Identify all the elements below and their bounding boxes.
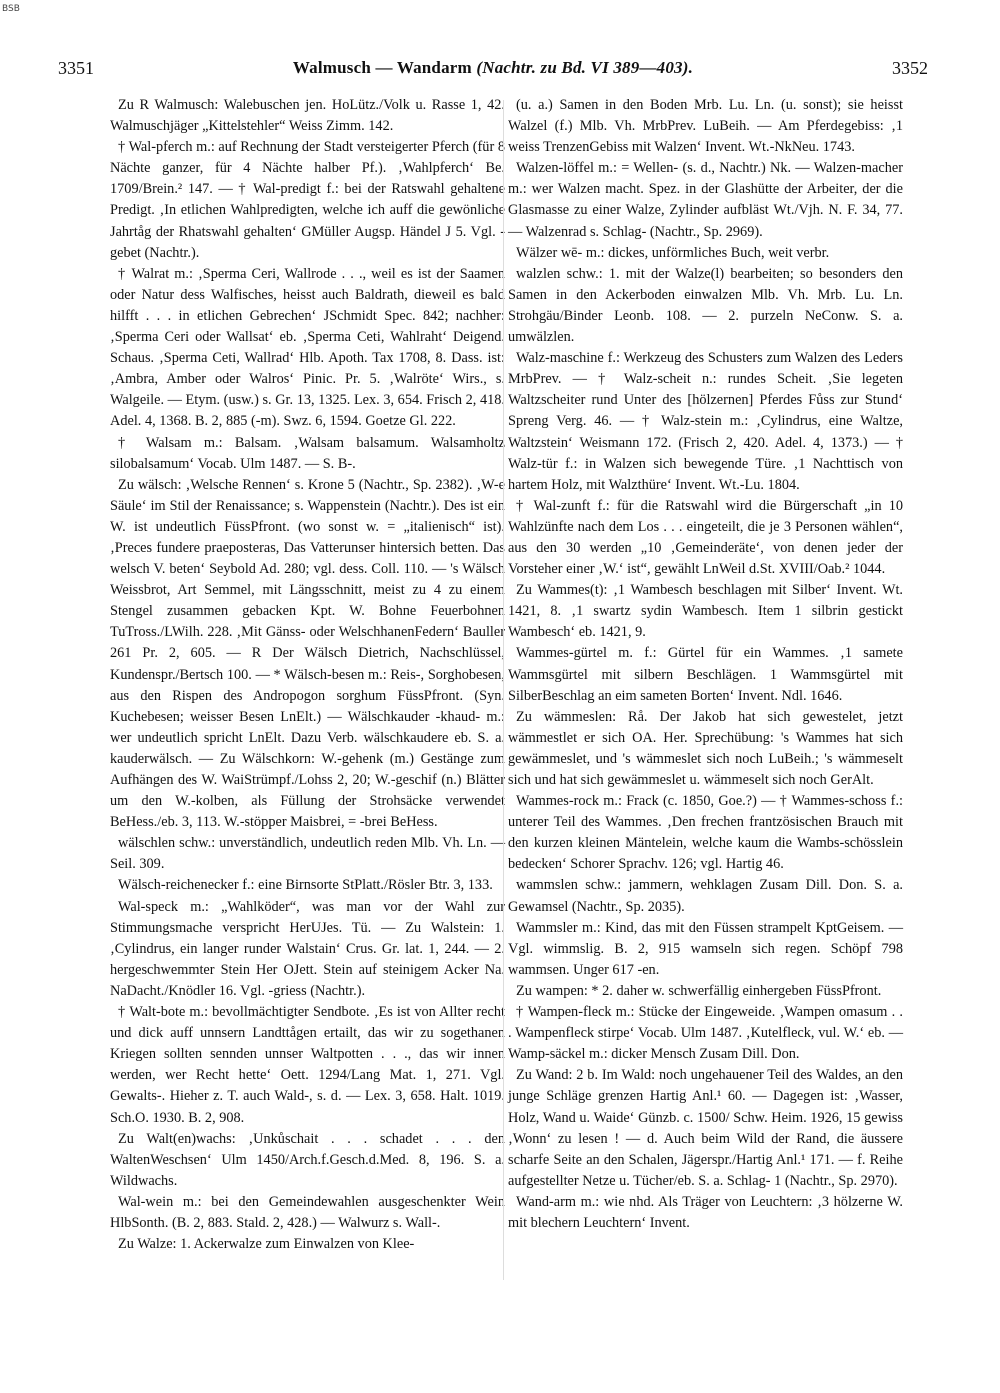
right-column (508, 95, 903, 1234)
entry: walzlen schw.: 1. mit der Walze(l) bearbeiten; so besonders den Samen in den Ackerboden einwalzen Mlb. Vh. Mrb. Lu. Ln. Strohgäu/Binder Leonb. 108. — 2. purzeln NeConw. S. a. umwälzlen. (508, 265, 903, 346)
entry: Wand-arm m.: wie nhd. Als Träger von Leuchtern: ‚3 hölzerne W. mit blechern Leuchtern‘ Invent. (508, 1193, 903, 1231)
entry: wälschlen schw.: unverständlich, undeutlich reden Mlb. Vh. Ln. — Seil. 309. (110, 835, 505, 873)
entry: Walzen-löffel m.: = Wellen- (s. d., Nachtr.) Nk. — Walzen-macher m.: wer Walzen macht. Spez. in der Glashütte der Arbeiter, der die Glasmasse zu einer Walze, Zylinder aufbläst Wt./Vjh. N. F. 34, 77. — Walzenrad s. Schlag- (Nachtr., Sp. 2969). (508, 160, 903, 240)
entry: † Wampen-fleck m.: Stücke der Eingeweide. ‚Wampen omasum . . . Wampenfleck stirpe‘ Vocab. Ulm 1487. ‚Kutelfleck, vul. W.‘ eb. — Wamp-säckel m.: dicker Mensch Zusam Dill. Don. (508, 1004, 903, 1063)
entry: † Walt-bote m.: bevollmächtigter Sendbote. ‚Es ist von Allter recht und dick auff unnsern Landttågen ertailt, das wir zu sogethanen Kriegen sollten sennden unnser Waltpotten . . ., das wir innen werden, wer Recht hette‘ Oett. 1294/Lang Mat. 1, 271. Vgl. Gewalts-. Hieher z. T. auch Wald-, s. d. — Lex. 3, 658. Halt. 1019. Sch.O. 1930. B. 2, 908. (110, 1004, 505, 1126)
running-title-sub: (Nachtr. zu Bd. VI 389—403). (476, 58, 694, 77)
left-column (110, 95, 505, 1255)
entry: † Wal-zunft f.: für die Ratswahl wird die Bürgerschaft „in 10 Wahlzünfte nach dem Los . . . eingeteilt, die je 3 Personen wählen“, aus den 30 werden „10 ‚Gemeinderäte‘, von denen jeder der Vorsteher einer ‚W.‘ ist“, gewählt LnWeil d.St. XVIII/Oab.² 1044. (508, 497, 903, 578)
entry: † Walrat m.: ‚Sperma Ceri, Wallrode . . ., weil es ist der Saamen oder Natur dess Walfisches, heisst auch Baldrath, dieweil es bald hilfft . . . in etlichen Gebrechen‘ JSchmidt Spec. 842; nachher: ‚Sperma Ceri oder Wallsat‘ eb. ‚Sperma Ceti, Wahlraht‘ Deigend. Schaus. ‚Sperma Ceti, Wallrad‘ Hlb. Apoth. Tax 1708, 8. Dass. ist: ‚Ambra, Amber oder Walros‘ Pinic. Pr. 5. ‚Walröte‘ Wirs., s. Walgeile. — Etym. (usw.) s. Gr. 13, 1325. Lex. 3, 654. Frisch 2, 418. Adel. 4, 1368. B. 2, 885 (-m). Swz. 6, 1594. Goetze Gl. 222. (110, 265, 505, 430)
page-number-left: 3351 (58, 58, 94, 78)
library-mark: BSB (2, 4, 20, 14)
entry: Zu Walze: 1. Ackerwalze zum Einwalzen von Klee- (118, 1236, 415, 1253)
entry: Zu wälsch: ‚Welsche Rennen‘ s. Krone 5 (Nachtr., Sp. 2382). ‚W-e Säule‘ im Stil der Renaissance; s. Wappenstein (Nachtr.). Des ist ein W. ist undeutlich FüssPfront. (wo sonst w. = „italienisch“ ist). ‚Preces fundere praeposteras, Das Vatterunser hintersich betten. Das welsch V. beten‘ Seybold Ad. 280; vgl. dess. Coll. 110. — 's Wälsch Weissbrot, Art Semmel, mit Längsschnitt, meist zu 4 zu einem Stengel zusammen gebacken Kpt. W. Bohne Feuerbohnen TuTross./LWilh. 228. ‚Mit Gänss- oder WelschhanenFedern‘ Bauller 261 Pr. 2, 605. — R Der Wälsch Dietrich, Nachschlüssel, Kundenspr./Bertsch 100. — * Wälsch-besen m.: Reis-, Sorghobesen, aus den Rispen des Andropogon sorghum FüssPfront. (Syn. Kuchebesen; weisser Besen LnElt.) — Wälschkauder -khaud- m.: wer undeutlich spricht LnElt. Dazu Verb. wälschkaudere eb. S. a. kauderwälsch. — Zu Wälschkorn: W.-gehenk (m.) Gestänge zum Aufhängen des W. WaiStrümpf./Lohss 2, 20; W.-geschif (n.) Blätter um den W.-kolben, als Füllung der Strohsäcke verwendet BeHess./eb. 3, 113. W.-stöpper Maisbrei, = -brei BeHess. (110, 476, 505, 831)
page-number-right: 3352 (892, 58, 928, 78)
entry: † Walsam m.: Balsam. ‚Walsam balsamum. Walsamholtz silobalsamum‘ Vocab. Ulm 1487. — S. B-. (110, 434, 505, 472)
running-title-main: Walmusch — Wandarm (292, 58, 472, 77)
entry: Zu Wammes(t): ‚1 Wambesch beschlagen mit Silber‘ Invent. Wt. 1421, 8. ‚1 swartz sydin Wambesch. Item 1 silbrin gestickt Wambesch‘ eb. 1421, 9. (508, 582, 903, 641)
entry: Wammes-gürtel m. f.: Gürtel für ein Wammes. ‚1 samete Wammsgürtel mit silbern Beschlägen. 1 Wammsgürtel mit SilberBeschlag an eim sameten Borten‘ Invent. Ndl. 1646. (508, 645, 903, 704)
entry: Zu wampen: * 2. daher w. schwerfällig einhergeben FüssPfront. (516, 982, 882, 999)
entry: Wal-wein m.: bei den Gemeindewahlen ausgeschenkter Wein HlbSonth. (B. 2, 883. Stald. 2, 428.) — Walwurz s. Wall-. (110, 1193, 505, 1231)
entry: Wammes-rock m.: Frack (c. 1850, Goe.?) — † Wammes-schoss f.: unterer Teil des Wammes. ‚Den frechen frantzösischen Brauch mit den kurzen kleinen Mäntelein, welche kaum die Wambs-schösslein bedecken‘ Schorer Sprachv. 126; vgl. Hartig 46. (508, 793, 903, 873)
entry: Wälzer wē- m.: dickes, unförmliches Buch, weit verbr. (516, 244, 830, 261)
page-header (58, 58, 928, 82)
running-title (58, 58, 928, 78)
entry: Wammsler m.: Kind, das mit den Füssen strampelt KptGeisem. — Vgl. wimmslig. B. 2, 915 wamseln sich regen. Schöpf 798 wammsen. Unger 617 -en. (508, 919, 903, 978)
entry: Wal-speck m.: „Wahlköder“, was man vor der Wahl zur Stimmungsmache verspricht HerUJes. Tü. — Zu Walstein: 1. ‚Cylindrus, ein langer runder Walstain‘ Crus. Gr. lat. 1, 244. — 2. hergeschwemmter Stein Her OJett. Stein auf steinigem Acker Na. NaDacht./Knödler 16. Vgl. -griess (Nachtr.). (110, 898, 505, 999)
entry: Zu Wand: 2 b. Im Wald: noch ungehauener Teil des Waldes, an den junge Schläge grenzen Hartig Anl.¹ 60. — Dagegen ist: ‚Wasser, Holz, Wand u. Waide‘ Günzb. c. 1500/ Schw. Heim. 1926, 15 gewiss ‚Wonn‘ zu lesen ! — d. Auch beim Wild der Rand, die äussere scharfe Seite an den Schalen, Jägerspr./Hartig Anl.¹ 171. — f. Reihe aufgestellter Netze u. Tücher/eb. S. a. Schlag- 1 (Nachtr., Sp. 2970). (508, 1067, 903, 1189)
entry: Walz-maschine f.: Werkzeug des Schusters zum Walzen des Leders MrbPrev. — † Walz-scheit n.: rundes Scheit. ‚Sie legeten Waltzscheiter rund Unter des [hölzernen] Pferdes Fůss zur Stund‘ Spreng Verg. 46. — † Walz-stein m.: ‚Cylindrus, eine Waltze, Waltzstein‘ Weismann 172. (Frisch 2, 420. Adel. 4, 1373.) — † Walz-tür f.: in Walzen sich bewegende Türe. ‚1 Nachttisch von hartem Holz, mit Walzthüre‘ Invent. Wt.-Lu. 1804. (508, 350, 903, 493)
entry: Wälsch-reichenecker f.: eine Birnsorte StPlatt./Rösler Btr. 3, 133. (118, 877, 493, 894)
column-divider (503, 100, 504, 1280)
entry: Zu wämmeslen: Rå. Der Jakob hat sich gewestelet, jetzt wämmestlet er sich OA. Her. Sprechübung: 's Wammes hat sich gewämmeslet, und 's wämmeslet sich noch LuBeih.; 's wämmeselt sich und hat sich gewämmeslet u. wämmeselt sich noch GerAlt. (508, 708, 903, 788)
entry: Zu Walt(en)wachs: ‚Unkůschait . . . schadet . . . den WaltenWeschsen‘ Ulm 1450/Arch.f.Gesch.d.Med. 8, 196. S. a. Wildwachs. (110, 1130, 505, 1189)
entry: (u. a.) Samen in den Boden Mrb. Lu. Ln. (u. sonst); sie heisst Walzel (f.) Mlb. Vh. MrbPrev. LuBeih. — Am Pferdegebiss: ‚1 weiss TrenzenGebiss mit Walzen‘ Invent. Wt.-NkNeu. 1743. (508, 97, 903, 156)
entry: † Wal-pferch m.: auf Rechnung der Stadt versteigerter Pferch (für 8 Nächte ganzer, für 4 Nächte halber Pf.). ‚Wahlpferch‘ Be. 1709/Brein.² 147. — † Wal-predigt f.: bei der Ratswahl gehaltene Predigt. ‚In etlichen Wahlpredigten, welche ich auff die gewönliche Jahrtåg der Rhatswahl gehalten‘ GMüller Augsp. Händel J 5. Vgl. -gebet (Nachtr.). (110, 139, 505, 261)
entry: wammslen schw.: jammern, wehklagen Zusam Dill. Don. S. a. Gewamsel (Nachtr., Sp. 2035). (508, 877, 903, 915)
entry: Zu R Walmusch: Walebuschen jen. HoLütz./Volk u. Rasse 1, 42. Walmuschjäger „Kittelstehler“ Weiss Zimm. 142. (110, 97, 505, 135)
